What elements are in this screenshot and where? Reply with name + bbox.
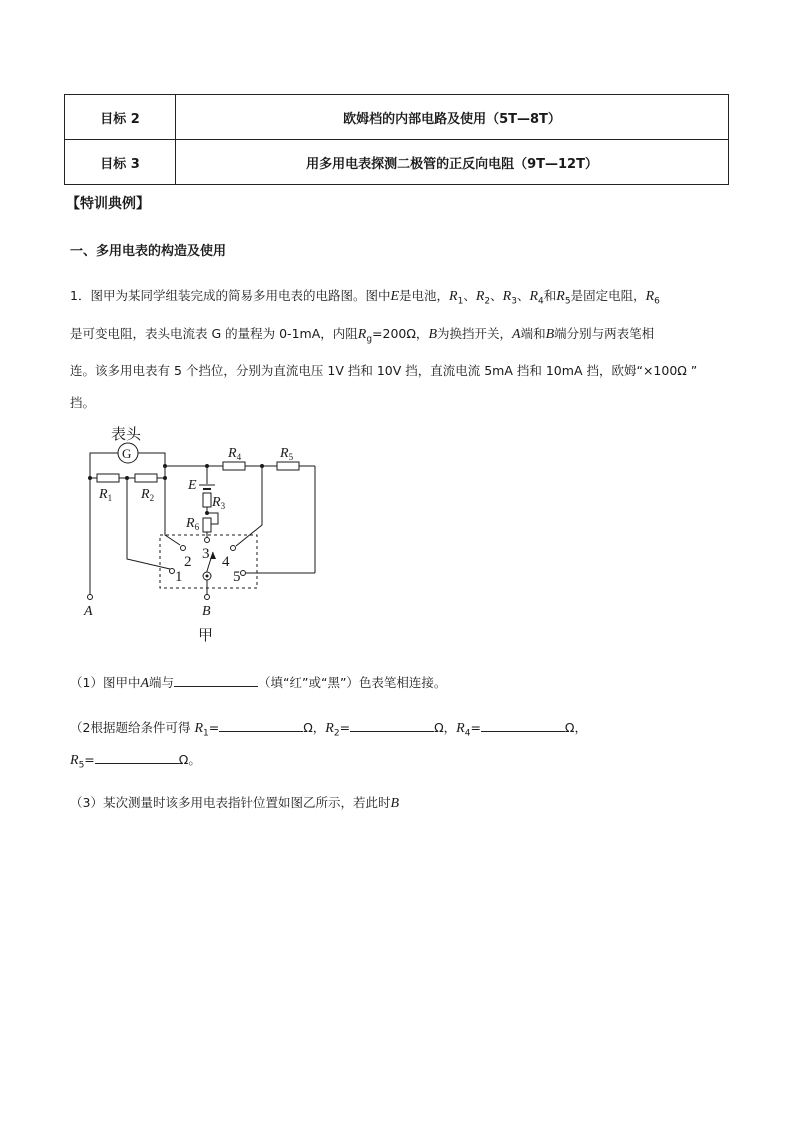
meter-label: 表头 [111, 427, 142, 443]
goal-content: 用多用电表探测二极管的正反向电阻（9T—12T） [176, 140, 729, 185]
question-2-continued: $R_5= \Omega$。 [70, 749, 201, 776]
r4-label: $R_4$ [228, 446, 242, 462]
answer-blank[interactable] [219, 717, 303, 732]
answer-blank[interactable] [350, 717, 434, 732]
switch-position: 1 [175, 569, 183, 585]
switch-position: 3 [202, 546, 210, 562]
r1-label: $R_1$ [99, 487, 113, 503]
r5-label: $R_5$ [280, 446, 294, 462]
goal-label: 目标 2 [65, 95, 176, 140]
problem-line: 连。该多用电表有 5 个挡位，分别为直流电压 1V 挡和 10V 挡，直流电流 5mA 挡和 10mA 挡，欧姆“×100Ω ” [70, 363, 698, 378]
question-2: （2根据题给条件可得 $R_1= \Omega$，$R_2= \Omega$，$R_4= \Omega$， [70, 717, 587, 744]
switch-position: 2 [184, 554, 192, 570]
subsection-title: 一、多用电表的构造及使用 [70, 244, 227, 259]
problem-line: 是可变电阻，表头电流表 G 的量程为 0-1mA，内阻$R_g=200\Omega$，B为换挡开关，A端和B端分别与两表笔相 [70, 325, 655, 344]
question-3: （3）某次测量时该多用电表指针位置如图乙所示，若此时B [70, 795, 400, 811]
r6-label: $R_6$ [186, 516, 200, 532]
switch-position: 5 [233, 569, 241, 585]
battery-label: E [188, 478, 197, 493]
goal-content: 欧姆档的内部电路及使用（5T—8T） [176, 95, 729, 140]
problem-line: 1．图甲为某同学组装完成的简易多用电表的电路图。图中E是电池，$R_1$、$R_2$、$R_3$、$R_4$和$R_5$是固定电阻，$R_6$ [70, 288, 660, 307]
r3-label: $R_3$ [212, 495, 226, 511]
answer-blank[interactable] [174, 672, 258, 687]
problem-line: 挡。 [70, 395, 96, 410]
answer-blank[interactable] [481, 717, 565, 732]
terminal-a-label: A [84, 604, 93, 619]
question-1: （1）图甲中A端与 （填“红”或“黑”）色表笔相连接。 [70, 672, 446, 694]
galvanometer-label: G [122, 446, 132, 461]
switch-position: 4 [222, 554, 230, 570]
terminal-b-label: B [202, 604, 211, 619]
r2-label: $R_2$ [141, 487, 155, 503]
goal-label: 目标 3 [65, 140, 176, 185]
section-title: 【特训典例】 [66, 196, 150, 212]
answer-blank[interactable] [95, 749, 179, 764]
figure-caption: 甲 [198, 628, 214, 644]
